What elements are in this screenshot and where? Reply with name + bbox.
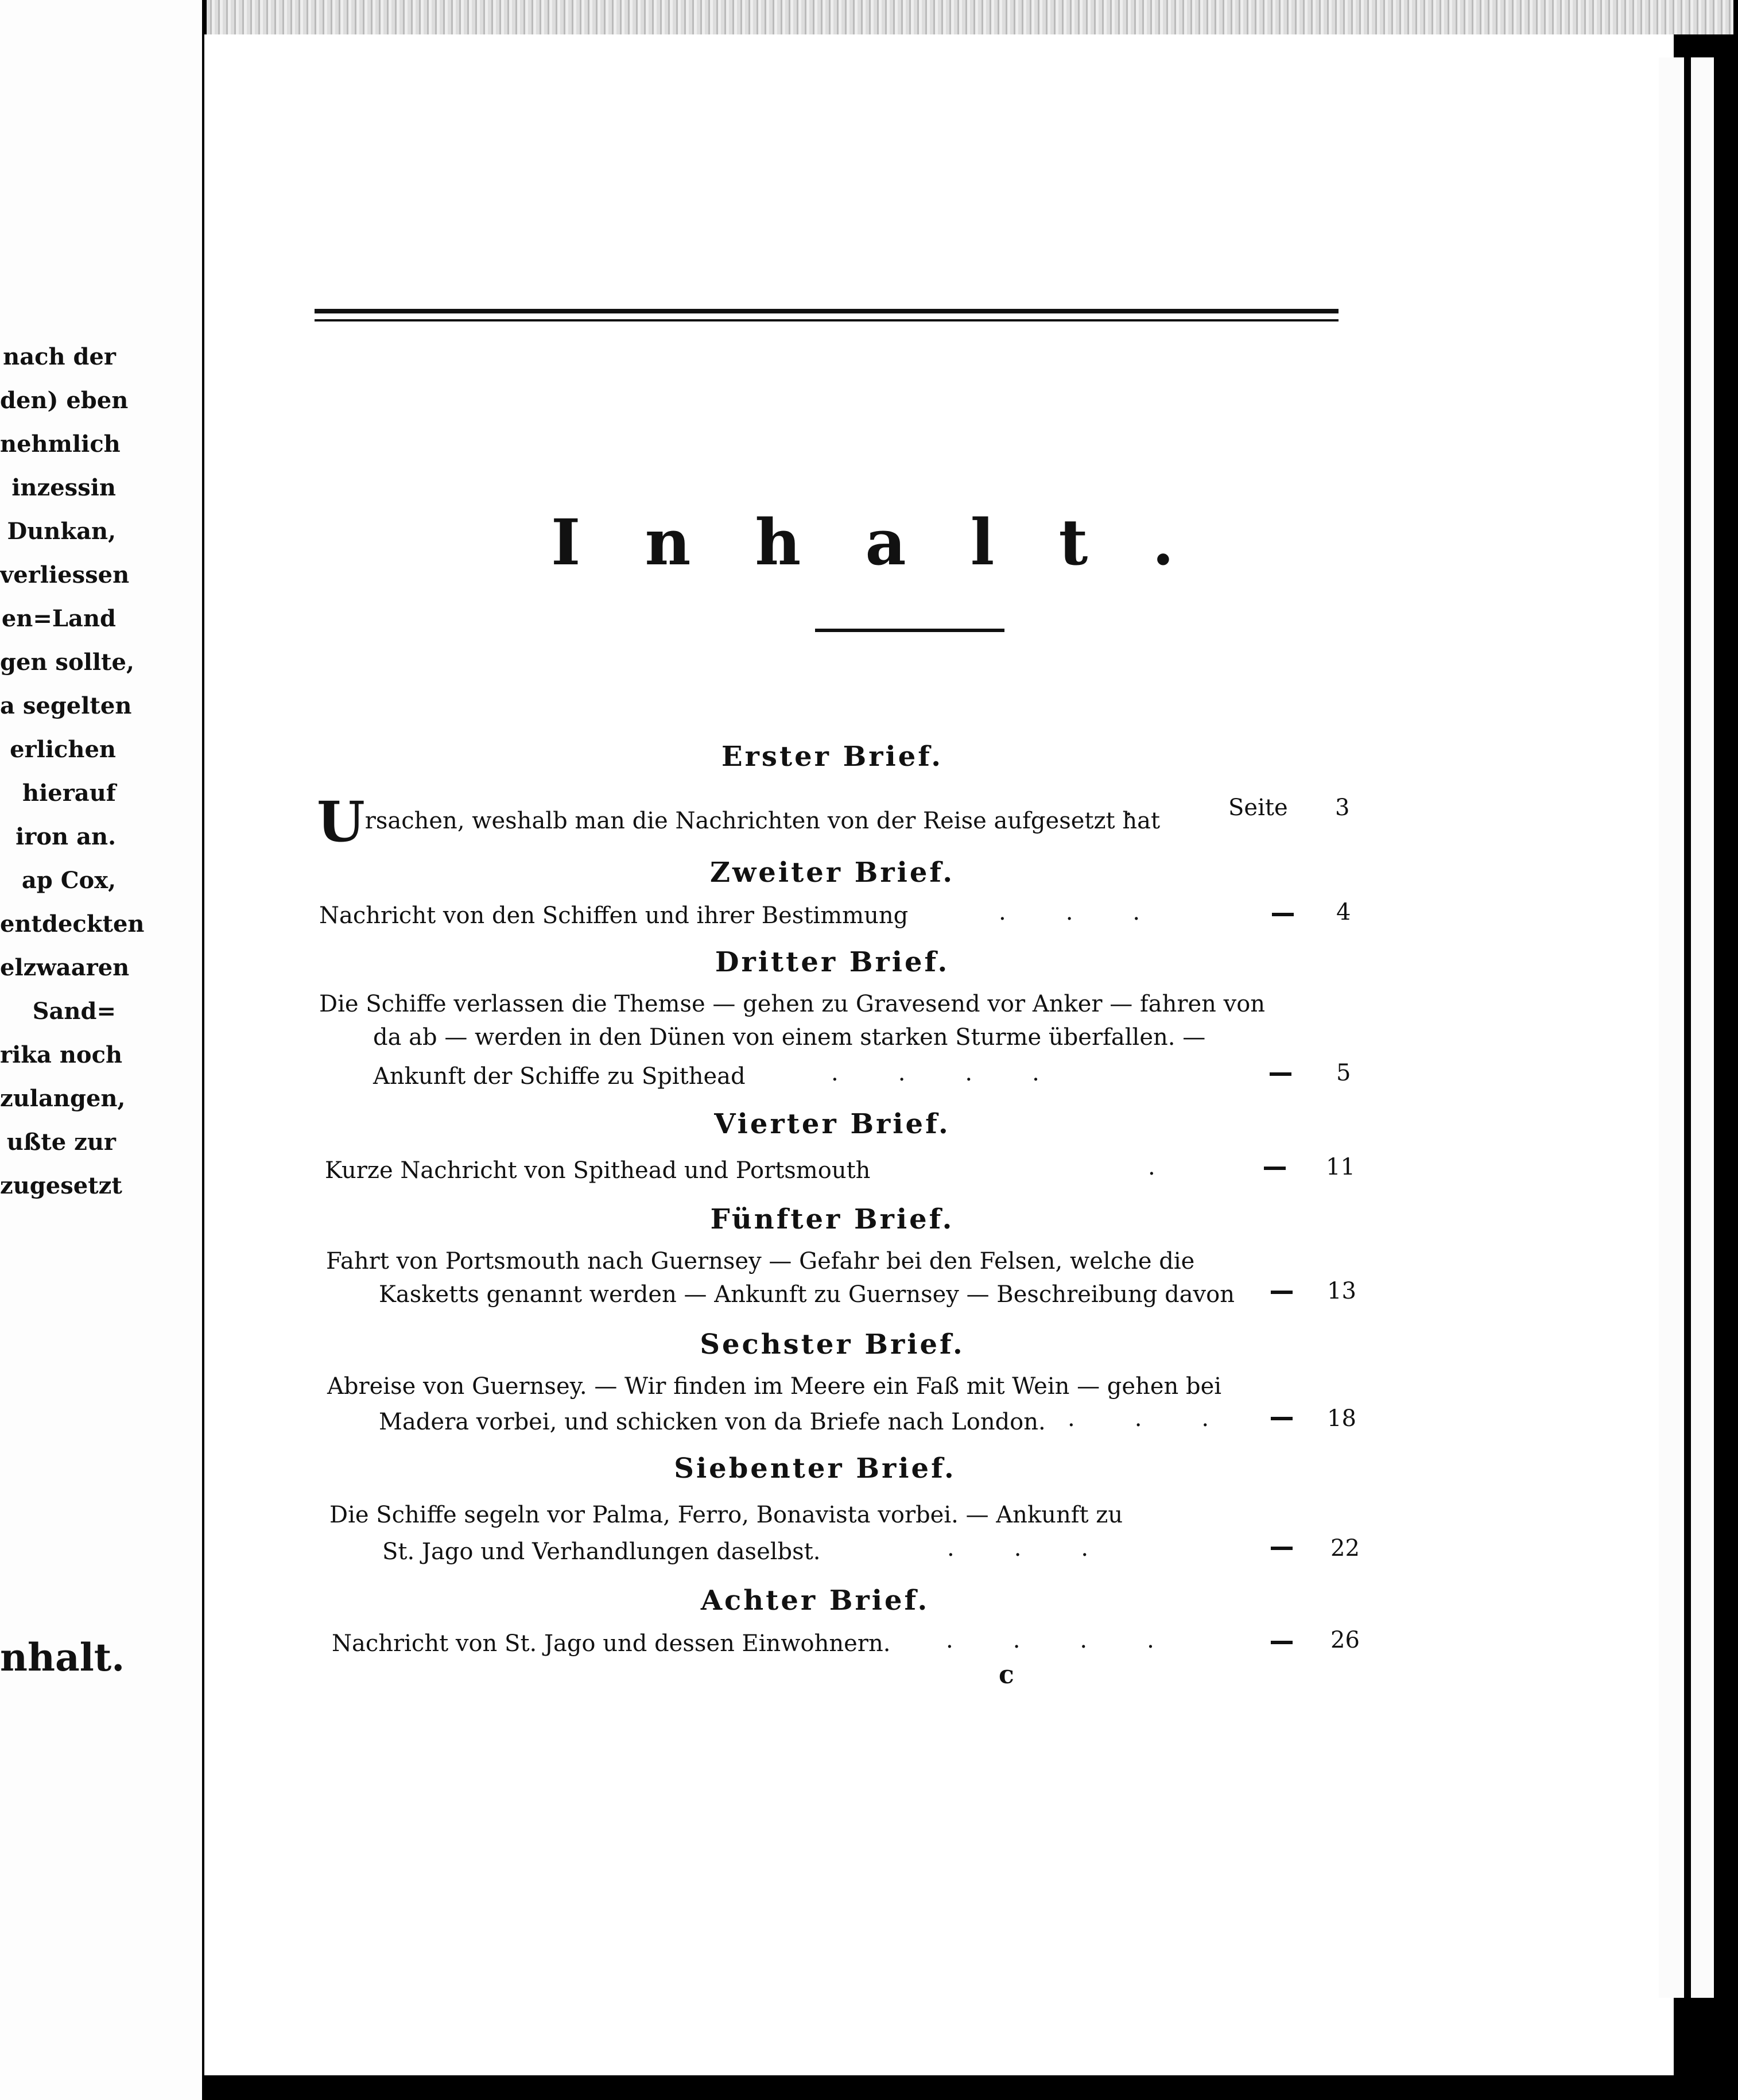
page-number: 11 [1326, 1154, 1355, 1180]
page-edge [1691, 57, 1714, 1998]
left-page-line: en=Land [1, 605, 116, 632]
left-page-line: gen sollte, [0, 649, 134, 676]
header-rule-thick [315, 309, 1339, 313]
toc-entry-text: Kasketts genannt werden — Ankunft zu Guernsey — Beschreibung davon [379, 1281, 1235, 1308]
left-page-line: erlichen [10, 736, 116, 763]
left-page-line: ußte zur [6, 1129, 116, 1156]
page-number: 18 [1327, 1405, 1356, 1432]
em-dash [1272, 913, 1294, 916]
toc-entry-text: Fahrt von Portsmouth nach Guernsey — Gefahr bei den Felsen, welche die [326, 1248, 1195, 1274]
header-rule-thin [315, 319, 1339, 321]
left-page-fragment [0, 0, 202, 2100]
toc-entry-text: Madera vorbei, und schicken von da Briefe nach London. [379, 1409, 1046, 1435]
leader-dots: ... [999, 899, 1200, 925]
brief-heading: Sechster Brief. [700, 1328, 965, 1361]
page-number: 22 [1330, 1535, 1360, 1562]
page-edge [1659, 57, 1684, 1998]
left-page-line: den) eben [0, 387, 129, 414]
brief-heading: Vierter Brief. [714, 1108, 951, 1140]
toc-entry-text: Nachricht von den Schiffen und ihrer Bestimmung [319, 902, 909, 929]
brief-heading: Zweiter Brief. [709, 857, 955, 889]
left-page-line: zulangen, [0, 1085, 126, 1112]
toc-entry-text: Abreise von Guernsey. — Wir finden im Meere ein Faß mit Wein — gehen bei [327, 1373, 1222, 1400]
leader-dots: ... [1068, 1405, 1269, 1432]
contents-page [204, 34, 1674, 2075]
left-page-line: inzessin [11, 474, 116, 501]
left-page-line: verliessen [0, 561, 130, 588]
left-page-line: a segelten [0, 692, 132, 719]
page-number: 13 [1327, 1278, 1356, 1304]
toc-entry-text: Die Schiffe segeln vor Palma, Ferro, Bonavista vorbei. — Ankunft zu [329, 1502, 1123, 1528]
leader-dots: .... [946, 1627, 1214, 1653]
toc-entry-text: Ankunft der Schiffe zu Spithead [373, 1063, 746, 1090]
page-number: 26 [1330, 1627, 1360, 1653]
printer-signature: c [999, 1660, 1014, 1690]
page-number: 4 [1336, 899, 1351, 925]
toc-entry-text: Kurze Nachricht von Spithead und Portsmouth [325, 1157, 871, 1184]
brief-heading: Achter Brief. [700, 1584, 930, 1617]
em-dash [1270, 1072, 1291, 1076]
toc-entry-text: rsachen, weshalb man die Nachrichten von der Reise aufgesetzt hat [364, 808, 1161, 834]
brief-heading: Erster Brief. [721, 741, 943, 773]
left-page-line: rika noch [0, 1041, 123, 1068]
em-dash [1264, 1167, 1286, 1170]
leader-dots: .... [831, 1060, 1099, 1086]
toc-entry-text: da ab — werden in den Dünen von einem starken Sturme überfallen. — [373, 1024, 1206, 1051]
leader-dots: . [1148, 1154, 1215, 1180]
toc-entry-text: Die Schiffe verlassen die Themse — gehen zu Gravesend vor Anker — fahren von [319, 991, 1266, 1017]
left-page-line: ap Cox, [21, 867, 116, 894]
toc-entry-text: Nachricht von St. Jago und dessen Einwohnern. [332, 1630, 891, 1657]
left-page-line: nehmlich [0, 431, 121, 458]
page-number: 3 [1335, 795, 1350, 821]
page-number: 5 [1336, 1060, 1351, 1086]
left-page-line: Sand= [32, 998, 116, 1025]
page-top-edge [207, 0, 1733, 34]
seite-label: Seite [1228, 795, 1288, 821]
left-page-running-head: nhalt. [0, 1635, 125, 1680]
brief-heading: Dritter Brief. [715, 946, 950, 978]
toc-entry-line [317, 789, 1465, 854]
leader-dots: . [1125, 795, 1192, 821]
leader-dots: ... [947, 1535, 1149, 1562]
drop-initial: U [317, 789, 365, 854]
em-dash [1271, 1641, 1293, 1644]
left-page-line: elzwaaren [0, 954, 130, 981]
left-page-line: Dunkan, [7, 518, 116, 545]
left-page-line: entdeckten [0, 910, 145, 937]
em-dash [1271, 1291, 1293, 1294]
brief-heading: Siebenter Brief. [674, 1452, 956, 1485]
em-dash [1271, 1417, 1293, 1420]
title-underline [815, 629, 1004, 632]
toc-entry-text: St. Jago und Verhandlungen daselbst. [382, 1539, 821, 1565]
left-page-line: hierauf [22, 780, 116, 807]
em-dash [1271, 1547, 1293, 1550]
page-title: Inhalt. [551, 505, 1239, 579]
brief-heading: Fünfter Brief. [710, 1203, 955, 1235]
left-page-line: zugesetzt [0, 1172, 122, 1199]
left-page-line: iron an. [15, 823, 116, 850]
left-page-line: nach der [3, 343, 116, 370]
